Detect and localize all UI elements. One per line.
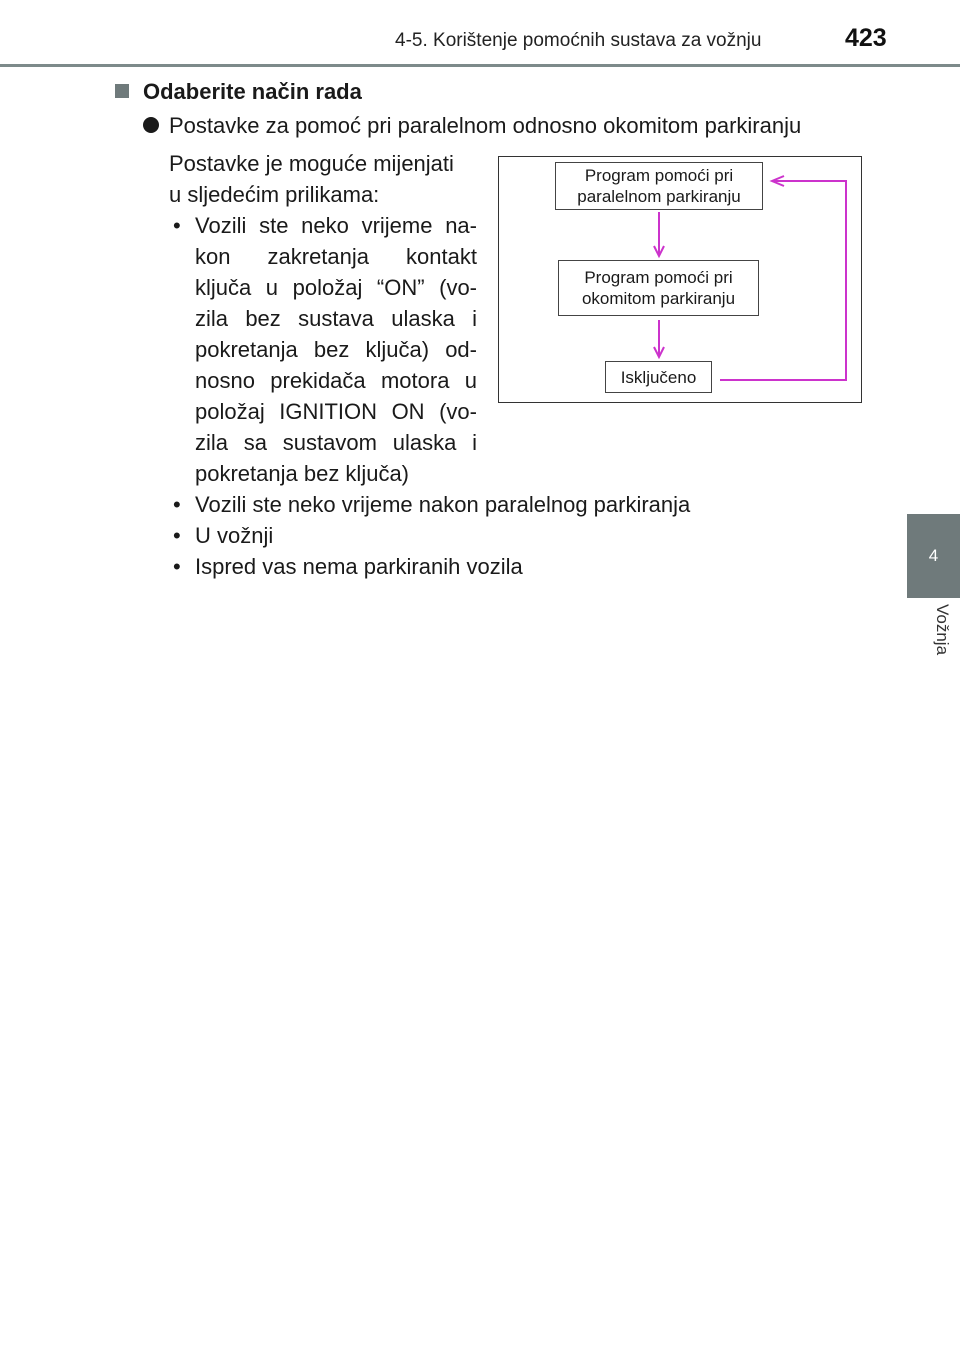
square-bullet-icon	[115, 84, 129, 98]
bullet1-line: nosno prekidača motora u	[195, 368, 477, 393]
header-divider	[0, 64, 960, 67]
bullet-icon: •	[173, 554, 181, 579]
bullet1-line: pokretanja bez ključa) od-	[195, 337, 477, 362]
chapter-number: 4	[928, 546, 939, 565]
bullet2-text: Vozili ste neko vrijeme nakon paralelnog parkiranja	[195, 492, 691, 517]
box-line: okomitom parkiranju	[581, 289, 736, 308]
subheading-text: Postavke za pomoć pri paralelnom odnosno okomitom parkiranju	[169, 113, 802, 138]
bullet-icon: •	[173, 492, 181, 517]
chapter-label: Vožnja	[933, 604, 952, 656]
box-line: Program pomoći pri	[584, 268, 733, 287]
bullet-icon: •	[173, 213, 181, 238]
page-number: 423	[845, 24, 887, 52]
bullet4-text: Ispred vas nema parkiranih vozila	[195, 554, 523, 579]
bullet1-line: zila sa sustavom ulaska i	[195, 430, 477, 455]
parallel-parking-mode-box	[555, 162, 763, 210]
intro-line: u sljedećim prilikama:	[169, 182, 380, 207]
bullet1-line: zila bez sustava ulaska i	[195, 306, 477, 331]
bullet1-line: kon zakretanja kontakt	[195, 244, 477, 269]
round-bullet-icon	[143, 117, 159, 133]
bullet3-text: U vožnji	[195, 523, 274, 548]
bullet1-line: pokretanja bez ključa)	[195, 461, 410, 486]
off-mode-box: Isključeno	[605, 361, 712, 393]
chapter-tab[interactable]	[907, 514, 960, 598]
subheading	[143, 113, 801, 139]
bullet1-line: ključa u položaj “ON” (vo-	[195, 275, 477, 300]
bullet1-line: položaj IGNITION ON (vo-	[195, 399, 477, 424]
bullet1-line: Vozili ste neko vrijeme na-	[195, 213, 477, 238]
section-heading	[115, 79, 362, 105]
section-heading-text: Odaberite način rada	[143, 79, 362, 104]
box-line: paralelnom parkiranju	[577, 187, 741, 206]
bullet-icon: •	[173, 523, 181, 548]
intro-line: Postavke je moguće mijenjati	[169, 151, 454, 176]
header-section-title: 4-5. Korištenje pomoćnih sustava za vožnju	[395, 30, 762, 51]
perpendicular-parking-mode-box	[558, 260, 759, 316]
box-line: Program pomoći pri	[584, 166, 734, 185]
